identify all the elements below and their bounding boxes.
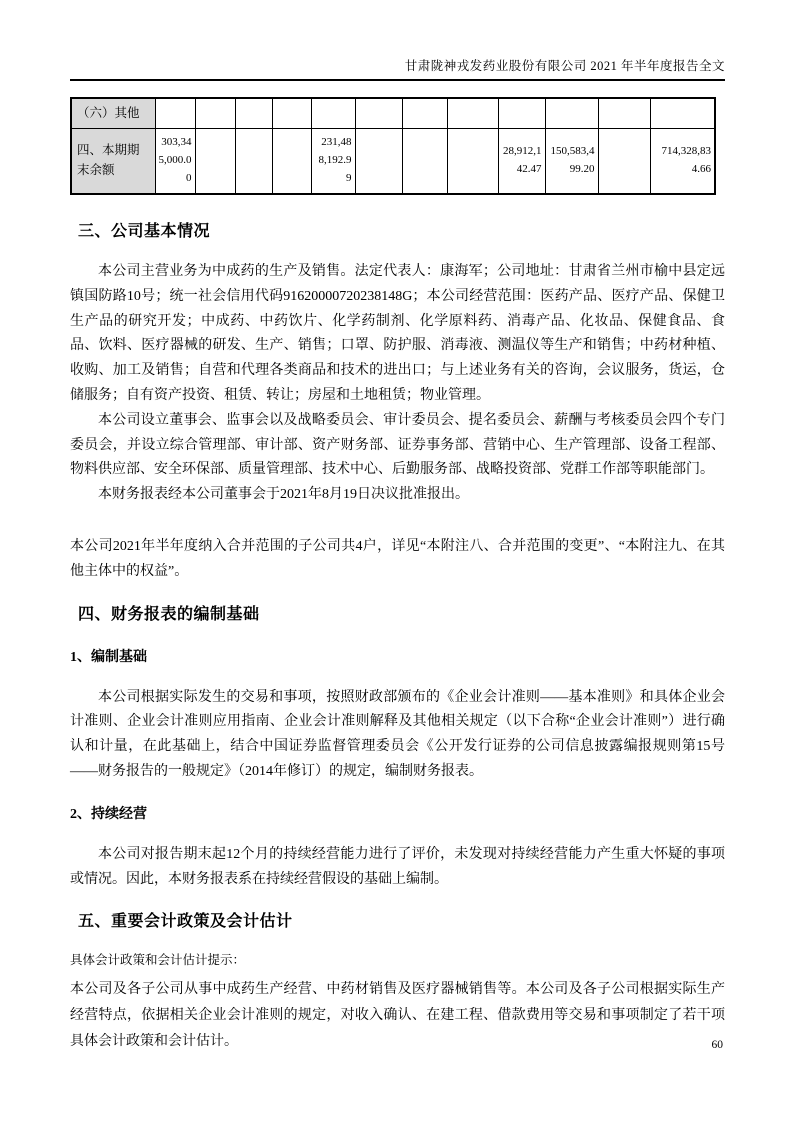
paragraph-accounting-policies: 本公司及各子公司从事中成药生产经营、中药材销售及医疗器械销售等。本公司及各子公司根据实际生产经营特点，依据相关企业会计准则的规定，对收入确认、在建工程、借款费用等交易和事项制定了若干项具体会计政策和会计估计。 [70,982,725,1050]
table-row-other [71,98,715,128]
table-cell [235,98,272,128]
table-cell [355,98,402,128]
table-cell [498,98,545,128]
table-cell [598,128,650,194]
page-content [70,0,725,1055]
row-label-cell: 四、本期期末余额 [71,128,155,194]
table-cell [195,98,235,128]
subheading-going-concern: 2、持续经营 [70,806,147,822]
equity-table [70,97,716,195]
table-cell: 231,488,192.99 [311,128,355,194]
table-row-period-end-balance [71,128,715,194]
table-cell [545,98,598,128]
table-cell [272,128,311,194]
section-heading-company-profile: 三、公司基本情况 [78,223,211,240]
table-cell [311,98,355,128]
table-cell [195,128,235,194]
section-heading-accounting-policies: 五、重要会计政策及会计估计 [78,913,293,931]
table-cell [155,98,195,128]
table-cell: 714,328,834.66 [650,128,715,194]
table-cell [402,128,447,194]
document-header [70,0,725,81]
report-title: 甘肃陇神戎发药业股份有限公司 2021 年半年度报告全文 [404,59,725,73]
table-cell [447,128,498,194]
table-cell [235,128,272,194]
section-heading-preparation-basis: 四、财务报表的编制基础 [78,605,260,623]
table-cell [355,128,402,194]
table-cell [402,98,447,128]
table-cell [447,98,498,128]
table-cell [650,98,715,128]
paragraph-going-concern: 本公司对报告期末起12个月的持续经营能力进行了评价，未发现对持续经营能力产生重大怀疑的事项或情况。因此，本财务报表系在持续经营假设的基础上编制。 [70,846,725,887]
paragraph-preparation-basis: 本公司根据实际发生的交易和事项，按照财政部颁布的《企业会计准则——基本准则》和具体企业会计准则、企业会计准则应用指南、企业会计准则解释及其他相关规定（以下合称“企业会计准则”）进行确认和计量，在此基础上，结合中国证券监督管理委员会《公开发行证券的公司信息披露编报规则第15号——财务报告的一般规定》（2014年修订）的规定，编制财务报表。 [70,689,725,779]
paragraph-governance: 本公司设立董事会、监事会以及战略委员会、审计委员会、提名委员会、薪酬与考核委员会四个专门委员会，并设立综合管理部、审计部、资产财务部、证券事务部、营销中心、生产管理部、设备工程部、物料供应部、安全环保部、质量管理部、技术中心、后勤服务部、战略投资部、党群工作部等职能部门。 [70,412,725,478]
paragraph-consolidation-scope: 本公司2021年半年度纳入合并范围的子公司共4户，详见“本附注八、合并范围的变更”、“本附注九、在其他主体中的权益”。 [70,538,725,579]
paragraph-main-business: 本公司主营业务为中成药的生产及销售。法定代表人：康海军；公司地址：甘肃省兰州市榆中县定远镇国防路10号；统一社会信用代码91620000720238148G；本公司经营范围：医药产品、医疗产品、保健卫生产品的研究开发；中成药、中药饮片、化学药制剂、化学原料药、消毒产品、化妆品、保健食品、食品、饮料、医疗器械的研发、生产、销售；口罩、防护服、消毒液、测温仪等生产和销售；中药材种植、收购、加工及销售；自营和代理各类商品和技术的进出口；与上述业务有关的咨询，会议服务，货运，仓储服务；自有资产投资、租赁、转让；房屋和土地租赁；物业管理。 [70,264,725,403]
paragraph-approval: 本财务报表经本公司董事会于2021年8月19日决议批准报出。 [98,487,469,503]
table-cell: 150,583,499.20 [545,128,598,194]
subheading-preparation-basis: 1、编制基础 [70,649,147,665]
table-cell: 303,345,000.00 [155,128,195,194]
table-cell [598,98,650,128]
table-cell [272,98,311,128]
table-cell: 28,912,142.47 [498,128,545,194]
accounting-policy-note: 具体会计政策和会计估计提示： [70,953,246,968]
page-number: 60 [711,1039,723,1051]
row-label-cell: （六）其他 [71,98,155,128]
